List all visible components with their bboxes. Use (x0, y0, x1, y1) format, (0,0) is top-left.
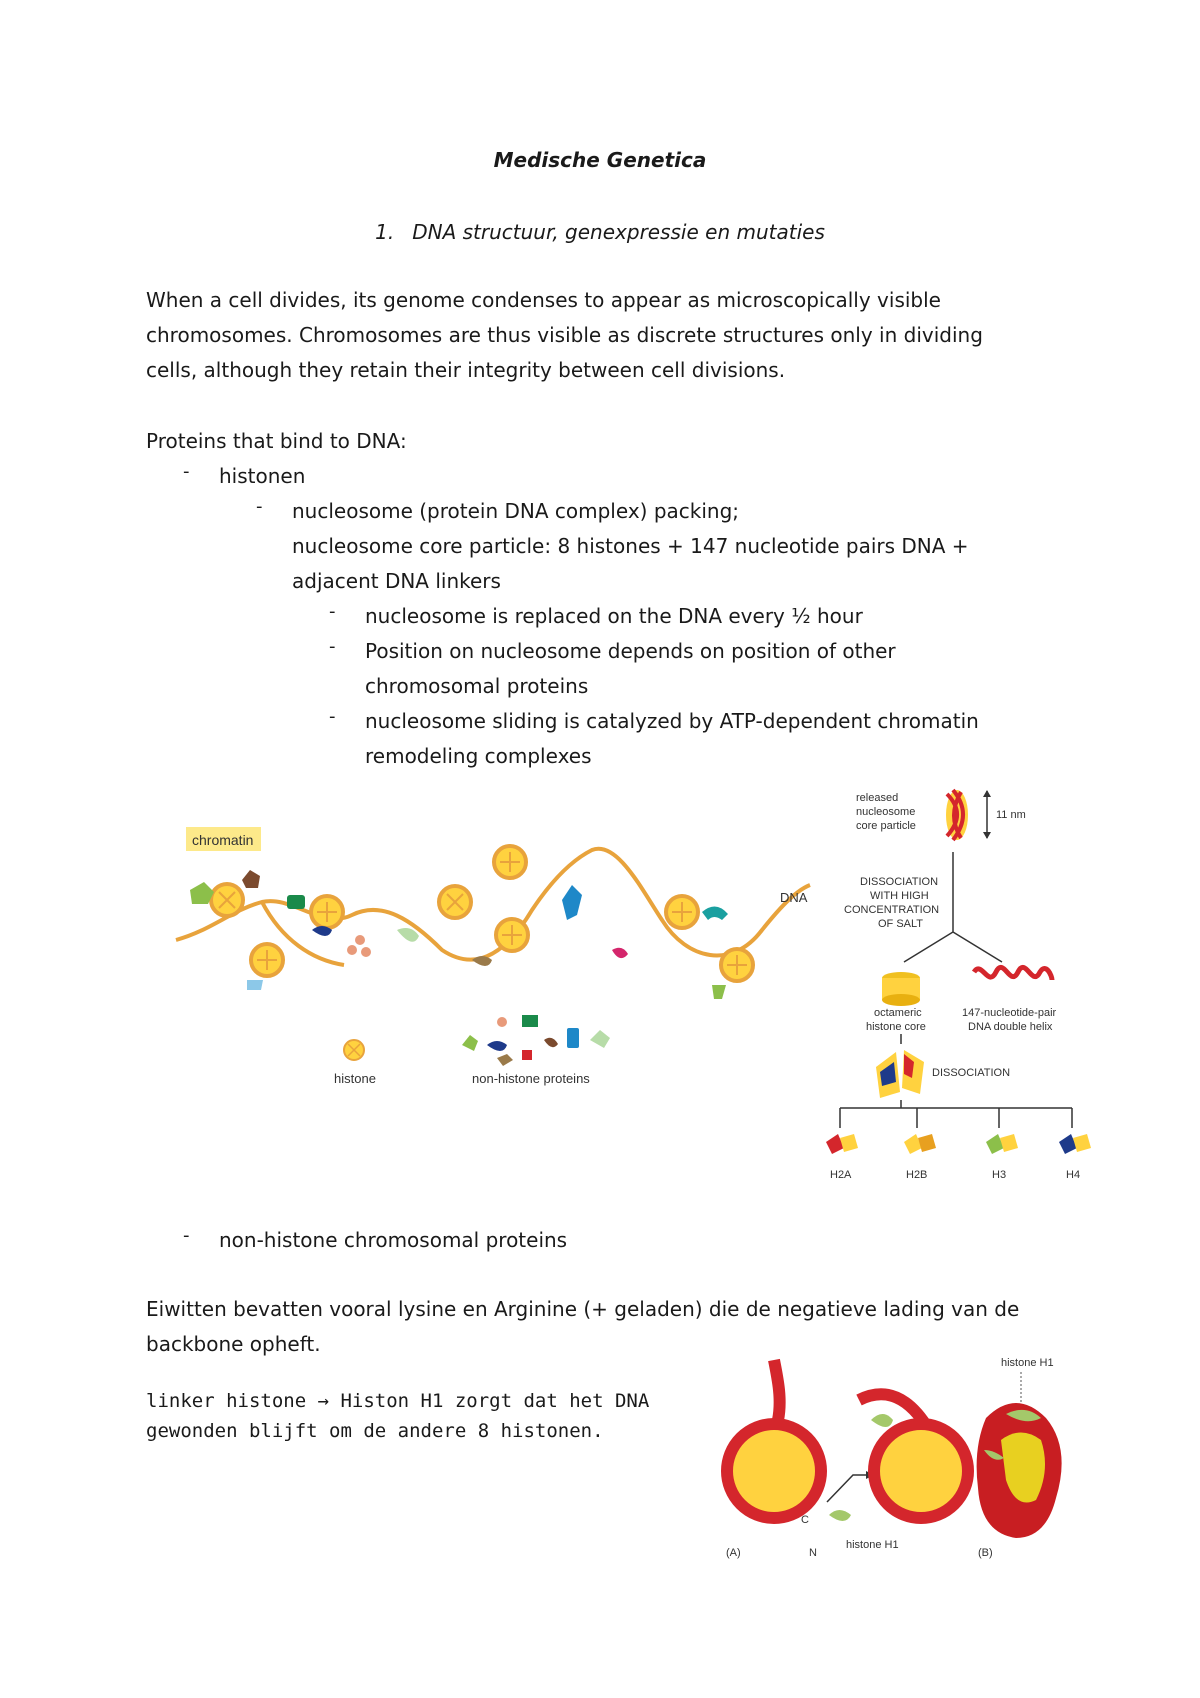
subsub-item-3-line2: remodeling complexes (365, 744, 592, 768)
bullet-histonen: histonen (219, 464, 306, 488)
released-label-line: core particle (856, 820, 916, 832)
section-number: 1. (375, 220, 395, 244)
h3-label: H3 (992, 1169, 1007, 1181)
bullet-dash: - (183, 461, 190, 482)
nucleosome-3d-model (977, 1403, 1062, 1538)
histone-h1-label-bottom: histone H1 (846, 1539, 899, 1551)
nucleosome-without-h1 (727, 1360, 821, 1518)
histone-bead (721, 949, 753, 981)
histone-bead (211, 884, 243, 916)
h2b-label: H2B (906, 1169, 928, 1181)
non-histone-proteins-cluster (462, 1015, 610, 1066)
dissociation-salt-line: CONCENTRATION (844, 904, 940, 916)
panel-a-label: (A) (726, 1547, 741, 1559)
bullet-dash: - (329, 601, 336, 622)
intro-paragraph (146, 283, 1046, 388)
h4-label: H4 (1066, 1169, 1081, 1181)
eiwitten-line1: Eiwitten bevatten vooral lysine en Arginine (+ geladen) die de negatieve lading van de (146, 1297, 1020, 1321)
octameric-label-line: octameric (874, 1007, 922, 1019)
dna-label: DNA (780, 890, 808, 905)
histone-bead (311, 896, 343, 928)
non-histone-protein (242, 870, 260, 888)
dissociation-salt-line: WITH HIGH (870, 890, 929, 902)
linker-histone-line2: gewonden blijft om de andere 8 histonen. (146, 1420, 604, 1442)
histone-h1-label-top: histone H1 (1001, 1357, 1054, 1369)
subsub-item-2-line1: Position on nucleosome depends on position of other (365, 639, 896, 663)
helix-label-line: DNA double helix (968, 1021, 1053, 1033)
binding-arrow (827, 1475, 871, 1502)
subsub-item-1: nucleosome is replaced on the DNA every ½ hour (365, 604, 863, 628)
nucleosome-core-particle (946, 790, 968, 840)
intro-line: When a cell divides, its genome condenses to appear as microscopically visible (146, 288, 941, 312)
helix-label-line: 147-nucleotide-pair (962, 1007, 1057, 1019)
subsub-item-3-line1: nucleosome sliding is catalyzed by ATP-dependent chromatin (365, 709, 979, 733)
dissociation-label: DISSOCIATION (932, 1067, 1011, 1079)
subsub-item-2-line2: chromosomal proteins (365, 674, 589, 698)
non-histone-protein (361, 947, 371, 957)
octameric-histone-core (882, 972, 920, 1006)
histone-legend-icon (344, 1040, 364, 1060)
section-title: DNA structuur, genexpressie en mutaties (412, 220, 825, 244)
bullet-dash: - (256, 496, 263, 517)
nucleosome-dissociation-figure (816, 782, 1096, 1192)
c-terminus-label: C (801, 1514, 809, 1526)
linker-histone-line1: linker histone → Histon H1 zorgt dat het DNA (146, 1390, 650, 1412)
bullet-dash: - (183, 1225, 190, 1246)
non-histone-protein (612, 948, 628, 958)
dissociation-salt-line: DISSOCIATION (860, 876, 939, 888)
histone-bead (666, 896, 698, 928)
split-arrows (840, 1100, 1072, 1128)
eiwitten-line2: backbone opheft. (146, 1332, 321, 1356)
octameric-label-line: histone core (866, 1021, 926, 1033)
sub-core-line2: adjacent DNA linkers (292, 569, 501, 593)
histone-core-split (876, 1050, 924, 1098)
histone-bead (494, 846, 526, 878)
proteins-heading: Proteins that bind to DNA: (146, 429, 407, 453)
non-histone-protein (702, 906, 728, 920)
non-histone-protein (397, 928, 419, 942)
released-label-line: nucleosome (856, 806, 916, 818)
h2a-label: H2A (830, 1169, 852, 1181)
histone-bead (251, 944, 283, 976)
non-histone-protein (287, 895, 305, 909)
chromatin-label: chromatin (192, 832, 254, 848)
dissociation-salt-line: OF SALT (878, 918, 924, 930)
non-histone-protein (355, 935, 365, 945)
bullet-non-histone: non-histone chromosomal proteins (219, 1228, 568, 1252)
intro-line: cells, although they retain their integrity between cell divisions. (146, 358, 786, 382)
h4-dimer (1059, 1134, 1091, 1154)
document-title: Medische Genetica (493, 148, 707, 172)
n-terminus-label: N (809, 1547, 817, 1559)
histone-bead (496, 919, 528, 951)
histone-legend-label: histone (334, 1071, 376, 1086)
sub-nucleosome: nucleosome (protein DNA complex) packing; (292, 499, 740, 523)
non-histone-protein (562, 885, 582, 920)
h2b-dimer (904, 1134, 936, 1154)
histone-h1-figure (716, 1350, 1096, 1570)
panel-b-label: (B) (978, 1547, 993, 1559)
bullet-dash: - (329, 636, 336, 657)
h2a-dimer (826, 1134, 858, 1154)
bullet-dash: - (329, 706, 336, 727)
intro-line: chromosomes. Chromosomes are thus visible as discrete structures only in dividing (146, 323, 983, 347)
nucleosome-with-h1 (859, 1394, 968, 1518)
histone-bead (439, 886, 471, 918)
dna-double-helix (974, 967, 1052, 980)
sub-core-line1: nucleosome core particle: 8 histones + 147 nucleotide pairs DNA + (292, 534, 969, 558)
histone-h1-free (829, 1510, 851, 1521)
non-histone-legend-label: non-histone proteins (472, 1071, 590, 1086)
size-label: 11 nm (996, 809, 1026, 821)
released-label-line: released (856, 792, 899, 804)
non-histone-protein (347, 945, 357, 955)
non-histone-protein (247, 980, 263, 990)
non-histone-protein (712, 985, 726, 999)
section-heading (0, 220, 1200, 244)
chromatin-figure (172, 800, 812, 1100)
h3-dimer (986, 1134, 1018, 1154)
